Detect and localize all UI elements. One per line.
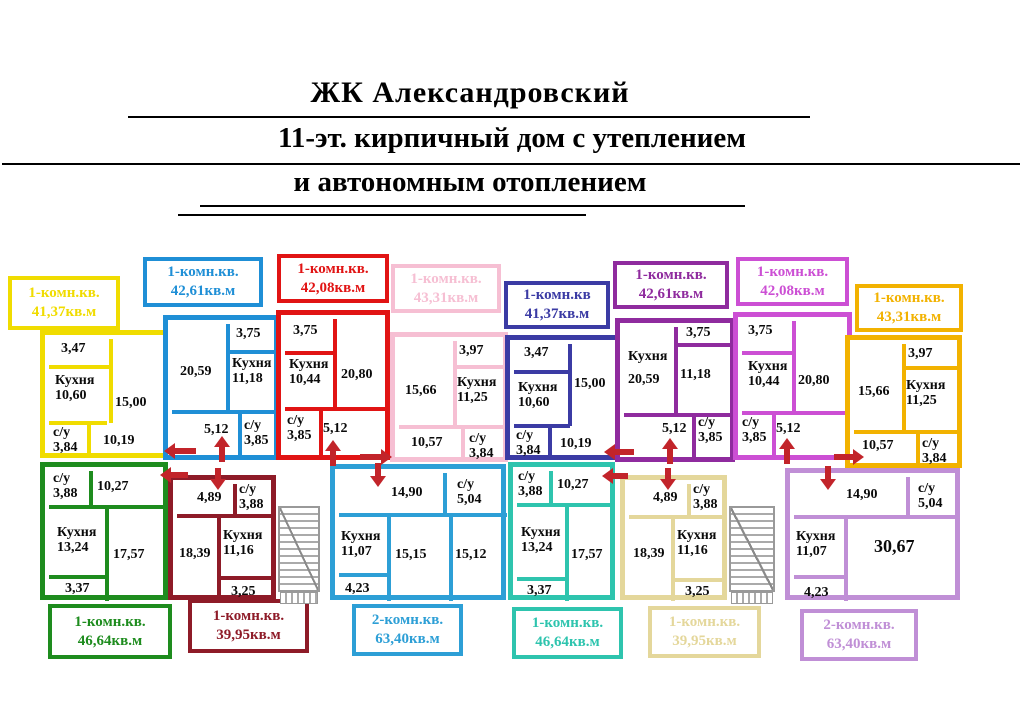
hall-area: 10,57 bbox=[411, 435, 443, 450]
kitchen-label bbox=[457, 375, 496, 405]
room-area: 15,00 bbox=[115, 395, 147, 410]
wall bbox=[674, 327, 678, 413]
apartment-darkred bbox=[168, 475, 276, 600]
apt-label-navy bbox=[504, 281, 610, 329]
apt-label-cyan bbox=[352, 604, 463, 656]
apt-label-yellow bbox=[8, 276, 120, 330]
apt-type: 1-комн.кв bbox=[523, 287, 591, 303]
room-area: 20,80 bbox=[798, 373, 830, 388]
room-area: 15,66 bbox=[858, 384, 890, 399]
kitchen-name: Кухня bbox=[289, 357, 329, 372]
wall bbox=[89, 471, 93, 505]
staircase bbox=[729, 506, 775, 592]
apartment-pink bbox=[390, 332, 508, 462]
wall bbox=[902, 366, 960, 370]
wc-label bbox=[53, 471, 78, 501]
staircase-landing bbox=[731, 592, 773, 604]
wall bbox=[172, 410, 276, 414]
hall-area: 10,27 bbox=[97, 479, 129, 494]
apt-label-tan bbox=[648, 606, 761, 658]
wall bbox=[548, 428, 552, 458]
wall bbox=[221, 576, 273, 580]
balcony-area: 3,97 bbox=[908, 346, 933, 361]
kitchen-name: Кухня bbox=[796, 529, 836, 544]
kitchen-label bbox=[341, 529, 380, 559]
hall-area: 14,90 bbox=[391, 485, 423, 500]
apt-area: 42,08кв.м bbox=[760, 282, 825, 299]
entrance-arrow-up bbox=[662, 438, 678, 464]
balcony-area: 3,25 bbox=[685, 584, 710, 599]
wall bbox=[399, 425, 505, 429]
apt-type: 1-комн.кв. bbox=[668, 614, 741, 630]
wall bbox=[49, 575, 105, 579]
kitchen-name: Кухня bbox=[341, 529, 381, 544]
wall bbox=[674, 343, 732, 347]
wc-label bbox=[698, 415, 723, 445]
kitchen-label bbox=[748, 359, 787, 389]
wc-label bbox=[693, 482, 718, 512]
balcony-area: 4,23 bbox=[345, 581, 370, 596]
apt-type: 1-комн.кв. bbox=[635, 267, 707, 283]
wall bbox=[105, 509, 109, 601]
kitchen-label bbox=[55, 373, 94, 403]
apt-area: 42,61кв.м bbox=[638, 286, 704, 302]
wall bbox=[792, 321, 796, 411]
apt-type: 1-комн.кв. bbox=[410, 270, 482, 287]
wc-area: 3,88 bbox=[518, 484, 543, 499]
kitchen-label bbox=[232, 356, 271, 386]
wall bbox=[226, 324, 230, 410]
wc-name: с/у bbox=[922, 436, 940, 451]
kitchen-area: 11,16 bbox=[223, 543, 254, 558]
room-area: 15,15 bbox=[395, 547, 427, 562]
kitchen-label bbox=[57, 525, 96, 555]
apt-area: 63,40кв.м bbox=[826, 636, 892, 652]
kitchen-name: Кухня bbox=[57, 525, 97, 540]
kitchen-label bbox=[521, 525, 560, 555]
kitchen-area: 13,24 bbox=[521, 540, 553, 555]
kitchen-area: 11,16 bbox=[677, 543, 708, 558]
wall bbox=[87, 423, 91, 455]
wall bbox=[109, 339, 113, 423]
room-area: 20,80 bbox=[341, 367, 373, 382]
apt-label-darkred bbox=[188, 599, 309, 653]
balcony-area: 3,25 bbox=[231, 584, 256, 599]
entrance-arrow-left bbox=[164, 443, 196, 459]
balcony-area: 3,75 bbox=[748, 323, 773, 338]
wall bbox=[443, 473, 447, 513]
balcony-area: 3,75 bbox=[293, 323, 318, 338]
wall bbox=[565, 507, 569, 601]
wc-label bbox=[922, 436, 947, 466]
wall bbox=[449, 517, 453, 601]
entrance-arrow-up bbox=[325, 440, 341, 466]
wc-name: с/у bbox=[53, 425, 71, 440]
kitchen-name: Кухня bbox=[521, 525, 561, 540]
apt-area: 39,95кв.м bbox=[672, 633, 737, 649]
apartment-cyan bbox=[330, 464, 506, 600]
entrance-arrow-down bbox=[820, 466, 836, 490]
entrance-arrow-down bbox=[370, 463, 386, 487]
wc-label bbox=[457, 477, 482, 507]
wall bbox=[217, 518, 221, 601]
apt-type: 2-комн.кв. bbox=[823, 617, 895, 633]
hall-area: 5,12 bbox=[662, 421, 687, 436]
kitchen-area: 11,07 bbox=[796, 544, 827, 559]
kitchen-label bbox=[628, 349, 667, 387]
kitchen-area: 11,07 bbox=[341, 544, 372, 559]
wc-area: 3,84 bbox=[469, 446, 494, 461]
page-title: ЖК Александровский bbox=[310, 76, 630, 109]
kitchen-label bbox=[677, 528, 716, 558]
wc-label bbox=[918, 481, 943, 511]
wc-area: 5,04 bbox=[457, 492, 482, 507]
wall bbox=[177, 514, 273, 518]
wc-label bbox=[244, 418, 269, 448]
room-area: 30,67 bbox=[874, 536, 915, 556]
entrance-arrow-left bbox=[604, 444, 634, 460]
balcony-area: 4,23 bbox=[804, 585, 829, 600]
wall bbox=[285, 351, 333, 355]
wall bbox=[339, 573, 387, 577]
apt-type: 1-комн.кв. bbox=[297, 260, 369, 277]
wall bbox=[517, 577, 565, 581]
wc-area: 3,84 bbox=[516, 443, 541, 458]
kitchen-name: Кухня bbox=[518, 380, 558, 395]
kitchen-area: 11,18 bbox=[232, 371, 263, 386]
room-area: 17,57 bbox=[571, 547, 603, 562]
balcony-area: 3,37 bbox=[527, 583, 552, 598]
wall bbox=[514, 370, 570, 374]
kitchen-label bbox=[796, 529, 835, 559]
apt-label-lilac bbox=[800, 609, 918, 661]
wc-name: с/у bbox=[469, 431, 487, 446]
kitchen-area: 13,24 bbox=[57, 540, 89, 555]
wall bbox=[916, 434, 920, 466]
kitchen-area: 10,60 bbox=[55, 388, 87, 403]
kitchen-area: 11,25 bbox=[906, 393, 937, 408]
apt-label-blue bbox=[143, 257, 263, 307]
apt-label-teal bbox=[512, 607, 623, 659]
wall bbox=[671, 519, 675, 601]
wc-area: 3,88 bbox=[693, 497, 718, 512]
apartment-yellow bbox=[40, 330, 168, 458]
wall bbox=[339, 513, 507, 517]
wc-area: 5,04 bbox=[918, 496, 943, 511]
wc-label bbox=[516, 428, 541, 458]
room-area: 15,12 bbox=[455, 547, 487, 562]
wc-area: 3,84 bbox=[53, 440, 78, 455]
wc-label bbox=[53, 425, 78, 455]
entrance-arrow-down bbox=[210, 468, 226, 490]
kitchen-name: Кухня bbox=[223, 528, 263, 543]
wall bbox=[226, 350, 276, 354]
hall-area: 4,89 bbox=[653, 490, 678, 505]
apt-area: 41,37кв.м bbox=[31, 304, 97, 320]
balcony-area: 3,97 bbox=[459, 343, 484, 358]
hall-area: 5,12 bbox=[323, 421, 348, 436]
wc-name: с/у bbox=[518, 469, 536, 484]
wc-area: 3,88 bbox=[53, 486, 78, 501]
room-area: 15,00 bbox=[574, 376, 606, 391]
wc-label bbox=[239, 482, 264, 512]
apartment-teal bbox=[508, 462, 615, 600]
wall bbox=[794, 515, 957, 519]
wc-area: 3,85 bbox=[742, 430, 767, 445]
wc-label bbox=[469, 431, 494, 461]
entrance-arrow-right bbox=[834, 449, 864, 465]
apt-type: 2-комн.кв. bbox=[371, 612, 444, 628]
apartment-tan bbox=[620, 475, 727, 600]
hall-area: 5,12 bbox=[204, 422, 229, 437]
kitchen-name: Кухня bbox=[677, 528, 717, 543]
apt-area: 42,61кв.м bbox=[170, 283, 236, 299]
staircase bbox=[278, 506, 320, 592]
balcony-area: 3,75 bbox=[236, 326, 261, 341]
apt-label-gold bbox=[855, 284, 963, 332]
wall bbox=[854, 430, 960, 434]
hall-area: 4,89 bbox=[197, 490, 222, 505]
apt-area: 46,64кв.м bbox=[535, 634, 600, 650]
apt-area: 42,08кв.м bbox=[300, 279, 366, 296]
wall bbox=[906, 477, 910, 515]
wc-name: с/у bbox=[742, 415, 760, 430]
apt-area: 46,64кв.м bbox=[77, 632, 143, 649]
kitchen-name: Кухня bbox=[232, 356, 272, 371]
kitchen-area: 10,44 bbox=[289, 372, 321, 387]
entrance-arrow-left bbox=[602, 468, 628, 484]
wc-name: с/у bbox=[693, 482, 711, 497]
wall bbox=[794, 575, 844, 579]
apt-area: 41,37кв.м bbox=[524, 306, 590, 322]
room-area: 18,39 bbox=[633, 546, 665, 561]
kitchen-name: Кухня bbox=[748, 359, 788, 374]
wc-label bbox=[742, 415, 767, 445]
balcony-area: 3,47 bbox=[524, 345, 549, 360]
wc-name: с/у bbox=[53, 471, 71, 486]
wall bbox=[568, 344, 572, 426]
wc-area: 3,88 bbox=[239, 497, 264, 512]
wc-name: с/у bbox=[239, 482, 257, 497]
balcony-area: 3,75 bbox=[686, 325, 711, 340]
wc-name: с/у bbox=[457, 477, 475, 492]
page-subtitle-2: и автономным отоплением bbox=[293, 166, 647, 198]
wall bbox=[333, 319, 337, 407]
apt-type: 1-комн.кв. bbox=[212, 608, 285, 624]
wc-name: с/у bbox=[244, 418, 262, 433]
wall bbox=[549, 471, 553, 503]
apt-area: 43,31кв.м bbox=[413, 289, 479, 306]
hall-area: 10,19 bbox=[560, 436, 592, 451]
hall-area: 5,12 bbox=[776, 421, 801, 436]
entrance-arrow-up bbox=[214, 436, 230, 462]
wall bbox=[238, 414, 242, 457]
apt-label-magenta bbox=[736, 257, 849, 306]
apt-type: 1-комн.кв. bbox=[873, 290, 945, 306]
apt-type: 1-комн.кв. bbox=[756, 263, 829, 280]
entrance-arrow-left bbox=[160, 467, 188, 483]
wall bbox=[49, 365, 111, 369]
kitchen-label bbox=[289, 357, 328, 387]
apt-type: 1-комн.кв. bbox=[74, 613, 146, 630]
apartment-green bbox=[40, 462, 168, 600]
wall bbox=[844, 519, 848, 601]
apt-area: 43,31кв.м bbox=[876, 309, 942, 325]
hall-area: 10,27 bbox=[557, 477, 589, 492]
wall bbox=[687, 484, 691, 515]
kitchen-label bbox=[518, 380, 557, 410]
balcony-area: 3,47 bbox=[61, 341, 86, 356]
kitchen-name: Кухня bbox=[628, 349, 668, 364]
wall bbox=[233, 484, 237, 514]
apartment-navy bbox=[505, 335, 628, 460]
wc-label bbox=[518, 469, 543, 499]
wall bbox=[285, 407, 387, 411]
apt-type: 1-комн.кв. bbox=[531, 615, 604, 631]
apt-label-green bbox=[48, 604, 172, 659]
apt-type: 1-комн.кв. bbox=[167, 264, 239, 280]
kitchen-label bbox=[906, 378, 945, 408]
kitchen-label bbox=[223, 528, 262, 558]
wall bbox=[742, 351, 792, 355]
wc-name: с/у bbox=[516, 428, 534, 443]
apt-label-red bbox=[277, 254, 389, 303]
kitchen-area: 10,44 bbox=[748, 374, 780, 389]
room-area: 20,59 bbox=[180, 364, 212, 379]
apartment-red bbox=[276, 310, 390, 460]
wc-name: с/у bbox=[287, 413, 305, 428]
wall bbox=[387, 517, 391, 601]
wc-area: 3,85 bbox=[287, 428, 312, 443]
hall-area: 10,19 bbox=[103, 433, 135, 448]
wall bbox=[461, 429, 465, 459]
room-area: 18,39 bbox=[179, 546, 211, 561]
wall bbox=[675, 578, 724, 582]
kitchen-name: Кухня bbox=[457, 375, 497, 390]
room-area: 17,57 bbox=[113, 547, 145, 562]
room-area: 11,18 bbox=[680, 367, 711, 382]
entrance-arrow-up bbox=[779, 438, 795, 464]
staircase-landing bbox=[280, 592, 318, 604]
room-area: 15,66 bbox=[405, 383, 437, 398]
kitchen-name: Кухня bbox=[906, 378, 946, 393]
apt-area: 39,95кв.м bbox=[216, 627, 281, 643]
wc-label bbox=[287, 413, 312, 443]
kitchen-name: Кухня bbox=[55, 373, 95, 388]
apt-area: 63,40кв.м bbox=[375, 631, 440, 647]
wall bbox=[453, 365, 505, 369]
kitchen-area: 11,25 bbox=[457, 390, 488, 405]
hall-area: 10,57 bbox=[862, 438, 894, 453]
wc-area: 3,85 bbox=[698, 430, 723, 445]
wc-area: 3,84 bbox=[922, 451, 947, 466]
wc-area: 3,85 bbox=[244, 433, 269, 448]
hall-area: 14,90 bbox=[846, 487, 878, 502]
entrance-arrow-down bbox=[660, 468, 676, 490]
wall bbox=[692, 417, 696, 461]
kitchen-area: 20,59 bbox=[628, 372, 660, 387]
wall bbox=[629, 515, 724, 519]
apt-label-purple bbox=[613, 261, 729, 309]
apt-label-pink bbox=[391, 264, 501, 313]
kitchen-area: 10,60 bbox=[518, 395, 550, 410]
page-subtitle-1: 11-эт. кирпичный дом с утеплением bbox=[277, 122, 747, 154]
apt-type: 1-комн.кв. bbox=[28, 285, 100, 301]
wc-name: с/у bbox=[918, 481, 936, 496]
apartment-lilac bbox=[785, 468, 960, 600]
wc-name: с/у bbox=[698, 415, 716, 430]
balcony-area: 3,37 bbox=[65, 581, 90, 596]
